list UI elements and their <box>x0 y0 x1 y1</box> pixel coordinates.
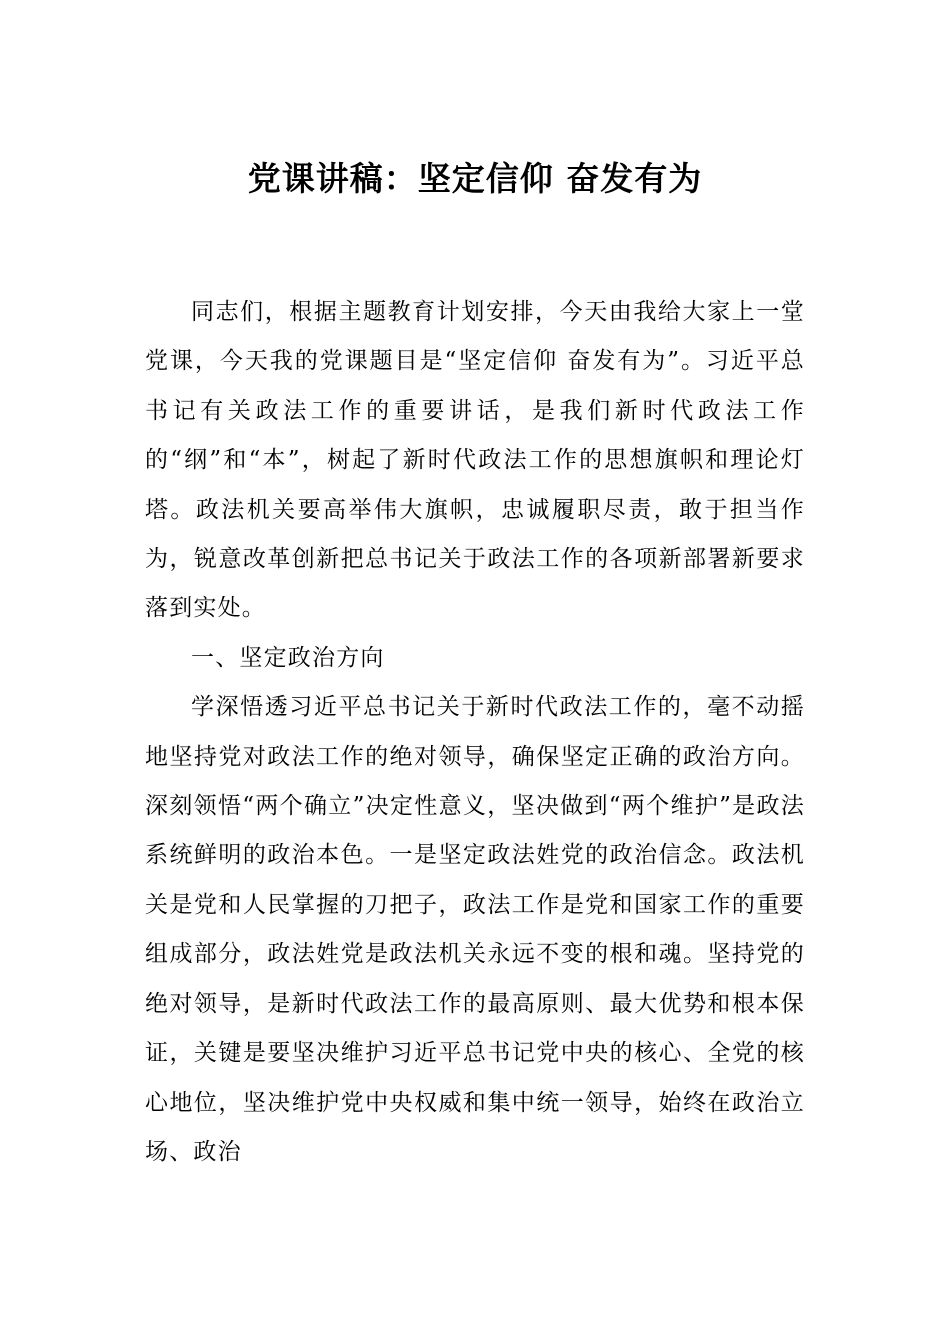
document-body <box>145 288 805 1177</box>
paragraph-intro: 同志们，根据主题教育计划安排，今天由我给大家上一堂党课，今天我的党课题目是“坚定信仰 奋发有为”。习近平总书记有关政法工作的重要讲话，是我们新时代政法工作的“纲”和“本”，树起了新时代政法工作的思想旗帜和理论灯塔。政法机关要高举伟大旗帜，忠诚履职尽责，敢于担当作为，锐意改革创新把总书记关于政法工作的各项新部署新要求落到实处。 <box>145 299 805 622</box>
section-heading: 一、坚定政治方向 <box>191 644 385 671</box>
paragraph-section-one: 学深悟透习近平总书记关于新时代政法工作的，毫不动摇地坚持党对政法工作的绝对领导，确保坚定正确的政治方向。深刻领悟“两个确立”决定性意义，坚决做到“两个维护”是政法系统鲜明的政治本色。一是坚定政法姓党的政治信念。政法机关是党和人民掌握的刀把子，政法工作是党和国家工作的重要组成部分，政法姓党是政法机关永远不变的根和魂。坚持党的绝对领导，是新时代政法工作的最高原则、最大优势和根本保证，关键是要坚决维护习近平总书记党中央的核心、全党的核心地位，坚决维护党中央权威和集中统一领导，始终在政治立场、政治 <box>145 694 805 1165</box>
document-title: 党课讲稿：坚定信仰 奋发有为 <box>247 159 703 198</box>
